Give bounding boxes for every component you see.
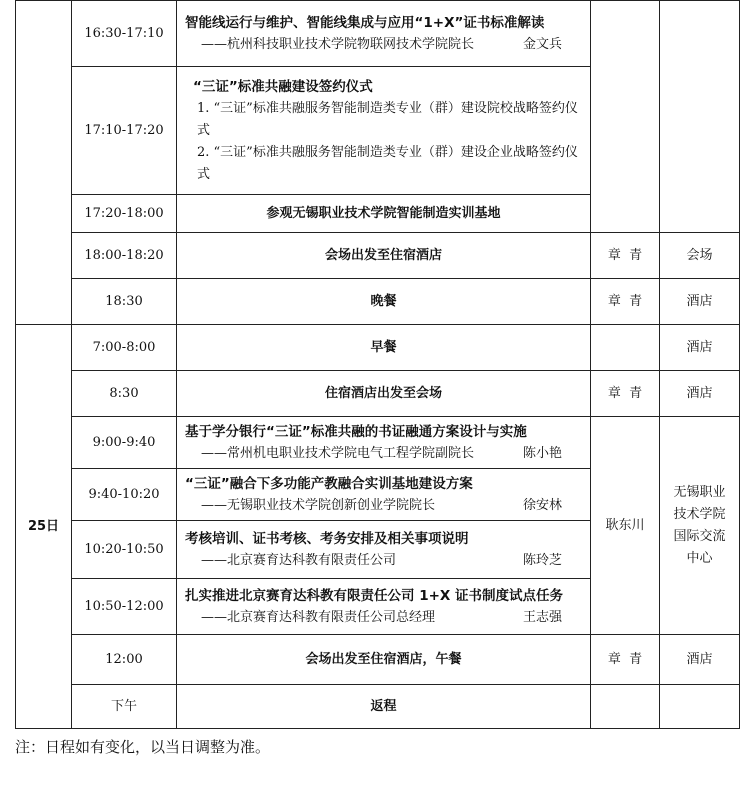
time-cell: 17:10-17:20	[72, 67, 177, 195]
speaker-name: 金文兵	[522, 36, 562, 52]
resp-cell-empty	[591, 1, 660, 233]
speaker-line	[185, 34, 584, 56]
speaker-org: ——北京赛育达科教有限责任公司	[201, 552, 397, 568]
place-cell: 会场	[660, 233, 740, 279]
agenda-item: 1. “三证”标准共融服务智能制造类专业（群）建设院校战略签约仪式	[197, 100, 578, 138]
speaker-line	[185, 495, 584, 517]
time-cell: 10:20-10:50	[72, 521, 177, 579]
schedule-row	[16, 279, 740, 325]
date-cell-24	[16, 1, 72, 325]
speaker-line	[185, 607, 584, 629]
speaker-org: ——北京赛育达科教有限责任公司总经理	[201, 609, 436, 625]
time-cell: 8:30	[72, 371, 177, 417]
schedule-row	[16, 233, 740, 279]
footnote: 注：日程如有变化，以当日调整为准。	[15, 738, 271, 756]
content-cell: 会场出发至住宿酒店	[177, 233, 591, 279]
content-cell: 晚餐	[177, 279, 591, 325]
time-cell: 18:00-18:20	[72, 233, 177, 279]
schedule-row	[16, 325, 740, 371]
speaker-line	[185, 443, 584, 465]
group-place-cell	[660, 417, 740, 635]
place-line: 国际交流	[673, 528, 726, 544]
session-title: 基于学分银行“三证”标准共融的书证融通方案设计与实施	[185, 423, 527, 440]
schedule-table	[15, 0, 740, 729]
place-cell: 酒店	[660, 371, 740, 417]
resp-cell: 章 青	[591, 279, 660, 325]
content-cell: 住宿酒店出发至会场	[177, 371, 591, 417]
time-cell: 10:50-12:00	[72, 579, 177, 635]
content-cell: 会场出发至住宿酒店，午餐	[177, 635, 591, 685]
group-resp-cell: 耿东川	[591, 417, 660, 635]
time-cell: 7:00-8:00	[72, 325, 177, 371]
session-title: “三证”标准共融建设签约仪式	[193, 78, 373, 95]
content-cell: 早餐	[177, 325, 591, 371]
speaker-name: 徐安林	[522, 497, 562, 513]
place-cell-empty	[660, 1, 740, 233]
speaker-name: 王志强	[522, 609, 562, 625]
time-cell: 9:00-9:40	[72, 417, 177, 469]
content-cell: 参观无锡职业技术学院智能制造实训基地	[177, 195, 591, 233]
speaker-org: ——无锡职业技术学院创新创业学院院长	[201, 497, 436, 513]
place-line: 无锡职业	[673, 484, 726, 500]
resp-cell-empty	[591, 325, 660, 371]
speaker-name: 陈玲芝	[522, 552, 562, 568]
resp-cell-empty	[591, 685, 660, 729]
place-cell: 酒店	[660, 325, 740, 371]
session-title: 考核培训、证书考核、考务安排及相关事项说明	[185, 530, 469, 547]
session-title: “三证”融合下多功能产教融合实训基地建设方案	[185, 475, 473, 492]
speaker-name: 陈小艳	[522, 445, 562, 461]
content-cell	[177, 579, 591, 635]
schedule-row	[16, 685, 740, 729]
content-cell	[177, 1, 591, 67]
speaker-org: ——杭州科技职业技术学院物联网技术学院院长	[201, 36, 475, 52]
schedule-row	[16, 371, 740, 417]
schedule-row	[16, 417, 740, 469]
time-cell: 12:00	[72, 635, 177, 685]
place-cell: 酒店	[660, 635, 740, 685]
content-cell	[177, 521, 591, 579]
place-line: 技术学院	[673, 506, 726, 522]
content-cell	[177, 67, 591, 195]
schedule-row	[16, 635, 740, 685]
session-title: 智能线运行与维护、智能线集成与应用“1+X”证书标准解读	[185, 14, 545, 31]
time-cell: 9:40-10:20	[72, 469, 177, 521]
time-cell: 16:30-17:10	[72, 1, 177, 67]
agenda-item: 2. “三证”标准共融服务智能制造类专业（群）建设企业战略签约仪式	[197, 144, 578, 182]
resp-cell: 章 青	[591, 233, 660, 279]
resp-cell: 章 青	[591, 371, 660, 417]
speaker-line	[185, 550, 584, 572]
time-cell: 17:20-18:00	[72, 195, 177, 233]
content-cell	[177, 469, 591, 521]
place-cell: 酒店	[660, 279, 740, 325]
date-cell-25: 25日	[16, 325, 72, 729]
time-cell: 18:30	[72, 279, 177, 325]
place-line: 中心	[686, 550, 713, 566]
place-cell-empty	[660, 685, 740, 729]
resp-cell: 章 青	[591, 635, 660, 685]
time-cell: 下午	[72, 685, 177, 729]
session-title: 扎实推进北京赛育达科教有限责任公司 1+X 证书制度试点任务	[185, 587, 564, 604]
content-cell	[177, 417, 591, 469]
content-cell: 返程	[177, 685, 591, 729]
speaker-org: ——常州机电职业技术学院电气工程学院副院长	[201, 445, 475, 461]
schedule-row	[16, 1, 740, 67]
